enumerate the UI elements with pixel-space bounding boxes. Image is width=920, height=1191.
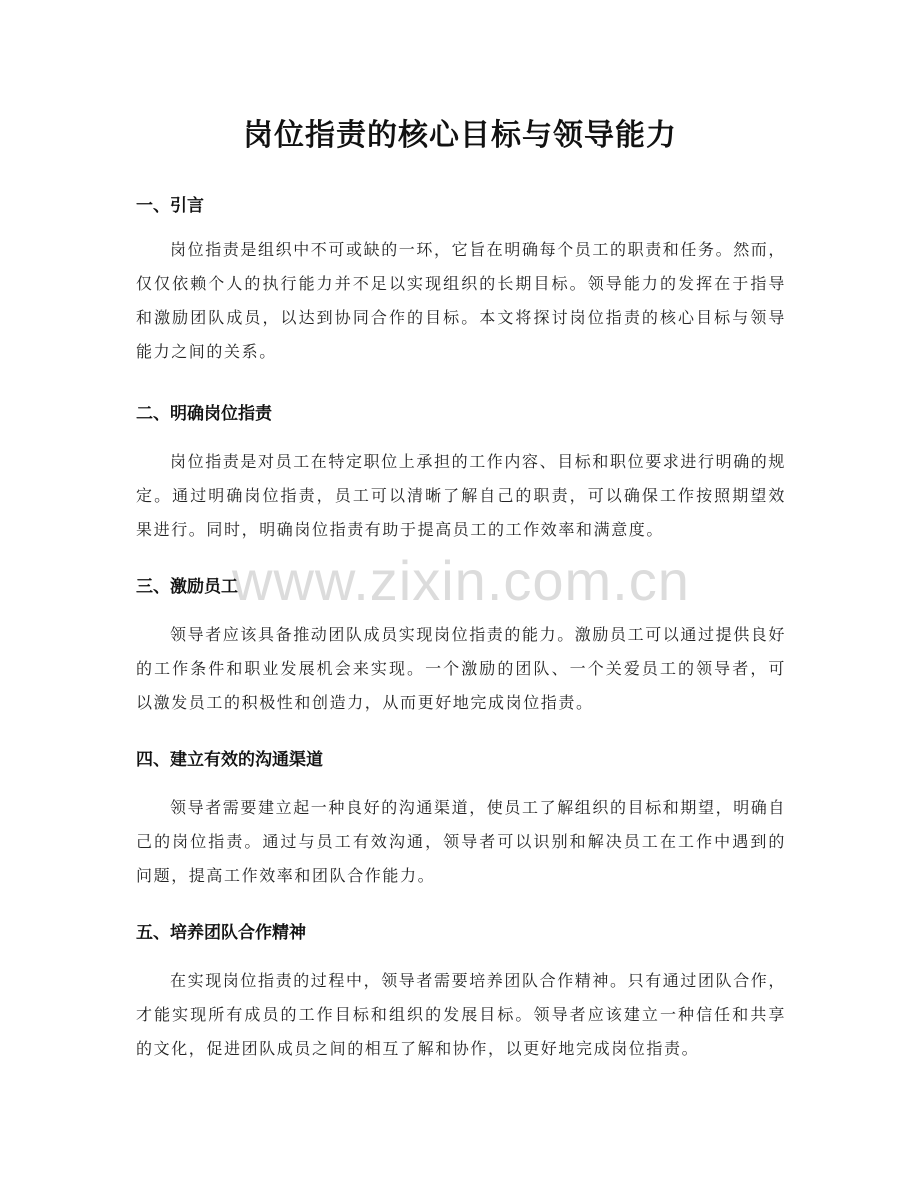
section-heading-teamwork: 五、培养团队合作精神 <box>136 923 306 943</box>
section-body-introduction: 岗位指责是组织中不可或缺的一环，它旨在明确每个员工的职责和任务。然而，仅仅依赖个人的执行能力并不足以实现组织的长期目标。领导能力的发挥在于指导和激励团队成员，以达到协同合作的目标。本文将探讨岗位指责的核心目标与领导能力之间的关系。 <box>136 240 787 361</box>
section-heading-communication: 四、建立有效的沟通渠道 <box>136 750 323 770</box>
section-heading-motivate-staff: 三、激励员工 <box>136 577 238 597</box>
section-body-motivate-staff: 领导者应该具备推动团队成员实现岗位指责的能力。激励员工可以通过提供良好的工作条件和职业发展机会来实现。一个激励的团队、一个关爱员工的领导者，可以激发员工的积极性和创造力，从而更好地完成岗位指责。 <box>136 625 787 712</box>
page-title: 岗位指责的核心目标与领导能力 <box>243 118 677 153</box>
section-heading-introduction: 一、引言 <box>136 196 204 216</box>
section-heading-define-duties: 二、明确岗位指责 <box>136 404 272 424</box>
section-body-communication: 领导者需要建立起一种良好的沟通渠道，使员工了解组织的目标和期望，明确自己的岗位指责。通过与员工有效沟通，领导者可以识别和解决员工在工作中遇到的问题，提高工作效率和团队合作能力。 <box>136 798 787 885</box>
section-body-define-duties: 岗位指责是对员工在特定职位上承担的工作内容、目标和职位要求进行明确的规定。通过明确岗位指责，员工可以清晰了解自己的职责，可以确保工作按照期望效果进行。同时，明确岗位指责有助于提高员工的工作效率和满意度。 <box>136 452 787 539</box>
watermark: www.zixin.com.cn <box>232 549 690 612</box>
section-body-teamwork: 在实现岗位指责的过程中，领导者需要培养团队合作精神。只有通过团队合作，才能实现所有成员的工作目标和组织的发展目标。领导者应该建立一种信任和共享的文化，促进团队成员之间的相互了解和协作，以更好地完成岗位指责。 <box>136 971 787 1058</box>
